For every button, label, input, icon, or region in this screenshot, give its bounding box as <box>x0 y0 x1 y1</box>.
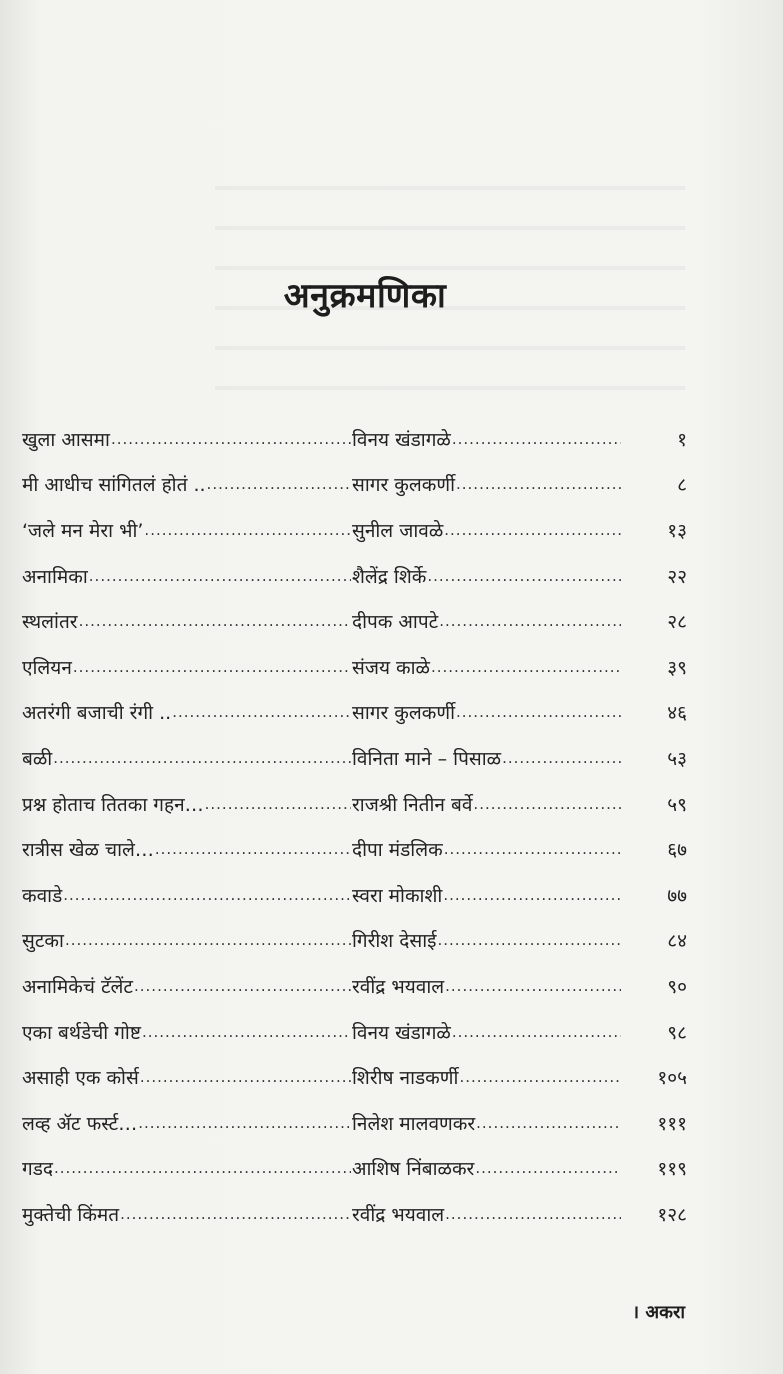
table-of-contents <box>22 416 687 1237</box>
page-title: अनुक्रमणिका <box>283 275 447 316</box>
page-number: ६७ <box>667 839 687 862</box>
story-title: खुला आसमा <box>22 428 110 451</box>
story-author: विनिता माने – पिसाळ <box>352 747 502 770</box>
dot-leader <box>144 521 351 539</box>
page-number: ९० <box>667 975 687 998</box>
toc-author-column <box>352 1064 622 1090</box>
dot-leader <box>142 1023 351 1041</box>
toc-author-column <box>352 1110 622 1136</box>
page-number: २२ <box>667 565 687 588</box>
dot-leader <box>475 1159 621 1177</box>
dot-leader <box>65 931 351 949</box>
toc-author-column <box>352 608 622 634</box>
page-number: १११ <box>657 1112 687 1135</box>
dot-leader <box>53 749 351 767</box>
page-number: ४६ <box>667 702 687 725</box>
toc-author-column <box>352 1155 622 1181</box>
page-number: २८ <box>667 611 687 634</box>
dot-leader <box>452 1023 621 1041</box>
story-title: एका बर्थडेची गोष्ट <box>22 1021 141 1044</box>
story-title: रात्रीस खेळ चाले… <box>22 839 154 862</box>
dot-leader <box>138 1114 351 1132</box>
page-number: ८४ <box>667 930 687 953</box>
dot-leader <box>431 658 621 676</box>
page-number: ११९ <box>657 1158 687 1181</box>
toc-author-column <box>352 517 622 543</box>
page-number: १३ <box>667 519 687 542</box>
story-author: आशिष निंबाळकर <box>352 1158 475 1181</box>
toc-entry <box>22 826 687 872</box>
dot-leader <box>205 795 351 813</box>
story-author: सागर कुलकर्णी <box>352 474 455 497</box>
dot-leader <box>456 703 621 721</box>
story-author: विनय खंडागळे <box>352 1021 451 1044</box>
story-author: शैलेंद्र शिर्के <box>352 565 427 588</box>
story-title: बळी <box>22 747 53 770</box>
story-author: दीपा मंडलिक <box>352 839 443 862</box>
story-title: स्थलांतर <box>22 611 78 634</box>
toc-title-column <box>22 426 352 452</box>
toc-entry <box>22 781 687 827</box>
story-title: मुक्तेची किंमत <box>22 1203 120 1226</box>
dot-leader <box>79 612 351 630</box>
toc-author-column <box>352 927 622 953</box>
toc-title-column <box>22 1019 352 1045</box>
story-title: असाही एक कोर्स <box>22 1067 139 1090</box>
toc-title-column <box>22 791 352 817</box>
story-author: संजय काळे <box>352 656 430 679</box>
story-title: गडद <box>22 1158 53 1181</box>
toc-title-column <box>22 973 352 999</box>
page-number: ३९ <box>667 656 687 679</box>
story-title: एलियन <box>22 656 72 679</box>
toc-author-column <box>352 1019 622 1045</box>
page-number: १ <box>677 428 687 451</box>
toc-author-column <box>352 745 622 771</box>
toc-title-column <box>22 1201 352 1227</box>
toc-entry <box>22 1191 687 1237</box>
story-author: राजश्री नितीन बर्वे <box>352 793 473 816</box>
dot-leader <box>111 430 351 448</box>
toc-entry <box>22 735 687 781</box>
toc-entry <box>22 507 687 553</box>
toc-author-column <box>352 836 622 862</box>
toc-title-column <box>22 836 352 862</box>
story-title: प्रश्न होताच तितका गहन… <box>22 793 204 816</box>
dot-leader <box>439 612 621 630</box>
dot-leader <box>73 658 351 676</box>
toc-author-column <box>352 471 622 497</box>
toc-entry <box>22 462 687 508</box>
dot-leader <box>452 430 621 448</box>
page-number: १२८ <box>657 1203 687 1226</box>
dot-leader <box>445 977 621 995</box>
toc-entry <box>22 963 687 1009</box>
dot-leader <box>89 567 351 585</box>
toc-entry <box>22 690 687 736</box>
toc-entry <box>22 1009 687 1055</box>
story-author: शिरीष नाडकर्णी <box>352 1067 459 1090</box>
toc-entry <box>22 416 687 462</box>
toc-title-column <box>22 471 352 497</box>
toc-author-column <box>352 973 622 999</box>
story-author: रवींद्र भयवाल <box>352 1203 445 1226</box>
story-title: कवाडे <box>22 884 63 907</box>
dot-leader <box>155 840 351 858</box>
toc-title-column <box>22 1155 352 1181</box>
toc-author-column <box>352 654 622 680</box>
dot-leader <box>54 1159 351 1177</box>
toc-title-column <box>22 927 352 953</box>
toc-title-column <box>22 745 352 771</box>
dot-leader <box>444 521 621 539</box>
toc-entry <box>22 918 687 964</box>
toc-title-column <box>22 1110 352 1136</box>
story-author: निलेश मालवणकर <box>352 1112 476 1135</box>
toc-title-column <box>22 654 352 680</box>
dot-leader <box>120 1205 351 1223</box>
toc-title-column <box>22 882 352 908</box>
toc-author-column <box>352 699 622 725</box>
story-author: गिरीश देसाई <box>352 930 437 953</box>
page-number-footer: । अकरा <box>632 1302 685 1323</box>
page-number: ५३ <box>667 747 687 770</box>
dot-leader <box>473 795 621 813</box>
dot-leader <box>456 475 621 493</box>
dot-leader <box>443 886 621 904</box>
dot-leader <box>207 475 351 493</box>
story-author: सुनील जावळे <box>352 519 444 542</box>
toc-title-column <box>22 1064 352 1090</box>
story-author: स्वरा मोकाशी <box>352 884 443 907</box>
dot-leader <box>63 886 351 904</box>
toc-entry <box>22 553 687 599</box>
page-number: ८ <box>677 474 687 497</box>
dot-leader <box>444 840 621 858</box>
dot-leader <box>459 1068 621 1086</box>
dot-leader <box>172 703 351 721</box>
toc-entry <box>22 1146 687 1192</box>
story-title: अनामिकेचं टॅलेंट <box>22 975 133 998</box>
story-author: सागर कुलकर्णी <box>352 702 455 725</box>
toc-title-column <box>22 608 352 634</box>
page-number: १०५ <box>657 1067 687 1090</box>
page-number: ७७ <box>667 884 687 907</box>
toc-entry <box>22 644 687 690</box>
page-number: ९८ <box>667 1021 687 1044</box>
page-number: ५९ <box>667 793 687 816</box>
toc-author-column <box>352 426 622 452</box>
toc-entry <box>22 598 687 644</box>
toc-entry <box>22 1100 687 1146</box>
story-title: लव्ह ॲट फर्स्ट… <box>22 1112 138 1135</box>
toc-author-column <box>352 791 622 817</box>
story-title: अतरंगी बजाची रंगी .. <box>22 702 172 725</box>
dot-leader <box>437 931 621 949</box>
toc-entry <box>22 1054 687 1100</box>
toc-author-column <box>352 882 622 908</box>
story-author: दीपक आपटे <box>352 611 439 634</box>
toc-title-column <box>22 563 352 589</box>
story-title: अनामिका <box>22 565 88 588</box>
dot-leader <box>140 1068 351 1086</box>
dot-leader <box>502 749 621 767</box>
story-author: रवींद्र भयवाल <box>352 975 445 998</box>
dot-leader <box>445 1205 621 1223</box>
dot-leader <box>134 977 351 995</box>
toc-author-column <box>352 563 622 589</box>
story-author: विनय खंडागळे <box>352 428 451 451</box>
dot-leader <box>427 567 621 585</box>
dot-leader <box>476 1114 621 1132</box>
toc-author-column <box>352 1201 622 1227</box>
story-title: ‘जले मन मेरा भी’ <box>22 519 144 542</box>
toc-title-column <box>22 699 352 725</box>
story-title: मी आधीच सांगितलं होतं .. <box>22 474 206 497</box>
story-title: सुटका <box>22 930 64 953</box>
toc-title-column <box>22 517 352 543</box>
toc-entry <box>22 872 687 918</box>
